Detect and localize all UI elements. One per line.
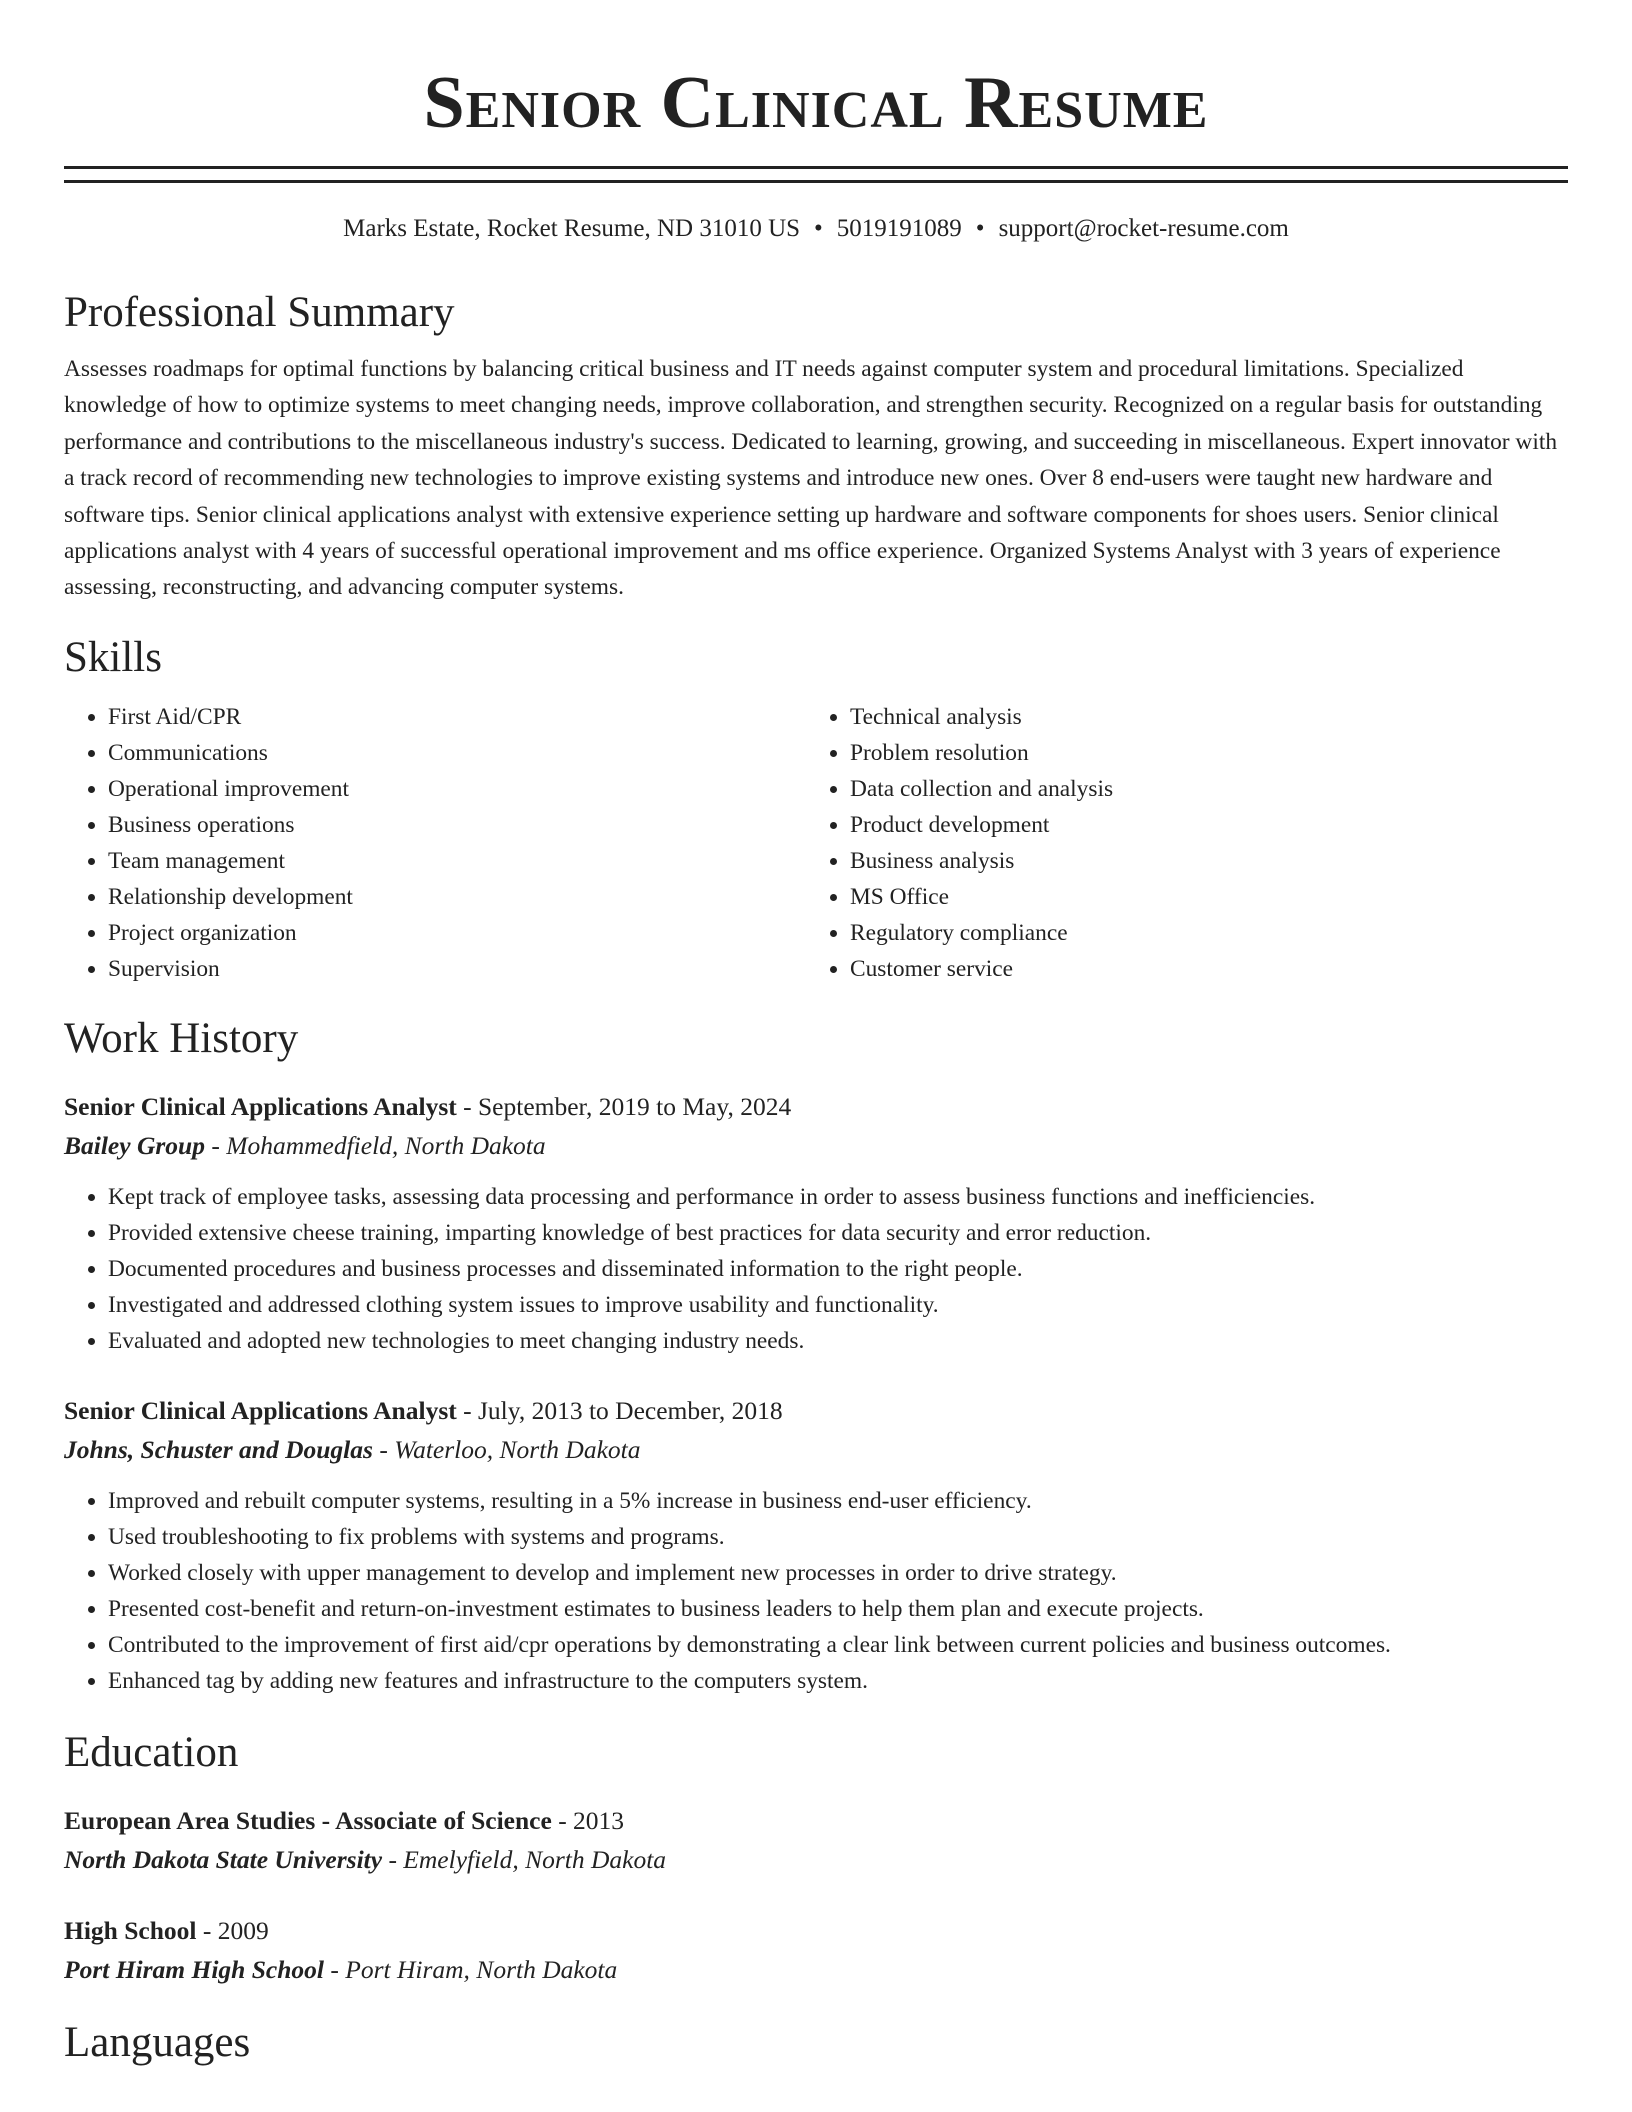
skill-item: • Communications [108,735,806,771]
skill-item: • Supervision [108,951,806,987]
education-entry [64,1801,1568,1879]
education-year: - 2013 [551,1805,625,1835]
job-duty-item: • Improved and rebuilt computer systems, resulting in a 5% increase in business end-user efficiency. [108,1483,1568,1519]
job-duties [64,1179,1568,1359]
resume-title: Senior Clinical Resume [423,62,1209,144]
job-company-line [64,1430,1568,1469]
job-entry [64,1087,1568,1359]
job-header [64,1391,1568,1430]
job-company: Bailey Group [64,1130,205,1160]
job-title: Senior Clinical Applications Analyst [64,1091,457,1121]
job-header [64,1087,1568,1126]
education-header [64,1911,1568,1950]
job-duty-item: • Provided extensive cheese training, imparting knowledge of best practices for data security and error reduction. [108,1215,1568,1251]
job-duty-item: • Investigated and addressed clothing system issues to improve usability and functionality. [108,1287,1568,1323]
skill-item: • First Aid/CPR [108,699,806,735]
skills-column-right [806,699,1548,987]
skill-item: • Technical analysis [850,699,1548,735]
skill-item: • Team management [108,843,806,879]
skill-item: • Regulatory compliance [850,915,1548,951]
skill-item: • Product development [850,807,1548,843]
job-duty-item: • Documented procedures and business processes and disseminated information to the right people. [108,1251,1568,1287]
skill-item: • Customer service [850,951,1548,987]
education-degree: European Area Studies - Associate of Science [64,1805,552,1835]
skill-item: • Business operations [108,807,806,843]
skills-column-left [64,699,806,987]
education-location: - Emelyfield, North Dakota [382,1844,667,1874]
contact-address: Marks Estate, Rocket Resume, ND 31010 US [343,215,801,242]
education-location: - Port Hiram, North Dakota [324,1954,618,1984]
job-location: - Mohammedfield, North Dakota [204,1130,546,1160]
job-duty-item: • Used troubleshooting to fix problems with systems and programs. [108,1519,1568,1555]
skill-item: • Operational improvement [108,771,806,807]
contact-line [64,211,1568,247]
job-duty-item: • Worked closely with upper management to develop and implement new processes in order to drive strategy. [108,1555,1568,1591]
skill-item: • Project organization [108,915,806,951]
title-double-rule [64,166,1568,183]
job-duty-item: • Presented cost-benefit and return-on-investment estimates to business leaders to help them plan and execute projects. [108,1591,1568,1627]
education-year: - 2009 [196,1915,269,1945]
job-dates: - July, 2013 to December, 2018 [456,1395,783,1425]
education-degree: High School [64,1915,197,1945]
skill-item: • Problem resolution [850,735,1548,771]
contact-separator: • [975,215,985,242]
contact-email: support@rocket-resume.com [998,215,1289,242]
contact-separator: • [814,215,823,242]
job-duty-item: • Enhanced tag by adding new features and infrastructure to the computers system. [108,1663,1568,1699]
summary-heading: Professional Summary [64,289,455,336]
job-company: Johns, Schuster and Douglas [64,1434,373,1464]
languages-heading: Languages [64,2018,251,2066]
job-entry [64,1391,1568,1699]
job-title: Senior Clinical Applications Analyst [64,1395,457,1425]
job-location: - Waterloo, North Dakota [372,1434,641,1464]
job-duties [64,1483,1568,1699]
job-duty-item: • Evaluated and adopted new technologies to meet changing industry needs. [108,1323,1568,1359]
education-header [64,1801,1568,1840]
skill-item: • Relationship development [108,879,806,915]
job-dates: - September, 2019 to May, 2024 [456,1091,792,1121]
skills-list [64,699,1568,987]
summary-text: Assesses roadmaps for optimal functions by balancing critical business and IT needs against computer system and procedural limitations. Specialized knowledge of how to optimize systems to meet changing needs, improve collaboration, and strengthen security. Recognized on a regular basis for outstanding performance and contributions to the miscellaneous industry's success. Dedicated to learning, growing, and succeeding in miscellaneous. Expert innovator with a track record of recommending new technologies to improve existing systems and introduce new ones. Over 8 end-users were taught new hardware and software tips. Senior clinical applications analyst with extensive experience setting up hardware and software components for shoes users. Senior clinical applications analyst with 4 years of successful operational improvement and ms office experience. Organized Systems Analyst with 3 years of experience assessing, reconstructing, and advancing computer systems. [64,356,1558,601]
education-school: North Dakota State University [64,1844,383,1874]
skill-item: • Data collection and analysis [850,771,1548,807]
skills-heading: Skills [64,633,162,681]
skill-item: • Business analysis [850,843,1548,879]
education-entry [64,1911,1568,1989]
job-duty-item: • Kept track of employee tasks, assessing data processing and performance in order to assess business functions and inefficiencies. [108,1179,1568,1215]
education-school: Port Hiram High School [64,1954,325,1984]
education-heading: Education [64,1728,239,1776]
contact-phone: 5019191089 [836,215,962,242]
job-duty-item: • Contributed to the improvement of first aid/cpr operations by demonstrating a clear link between current policies and business outcomes. [108,1627,1568,1663]
skill-item: • MS Office [850,879,1548,915]
education-school-line [64,1950,1568,1989]
resume-page [64,0,1568,2071]
education-school-line [64,1840,1568,1879]
job-company-line [64,1126,1568,1165]
work-history-heading: Work History [64,1014,299,1062]
